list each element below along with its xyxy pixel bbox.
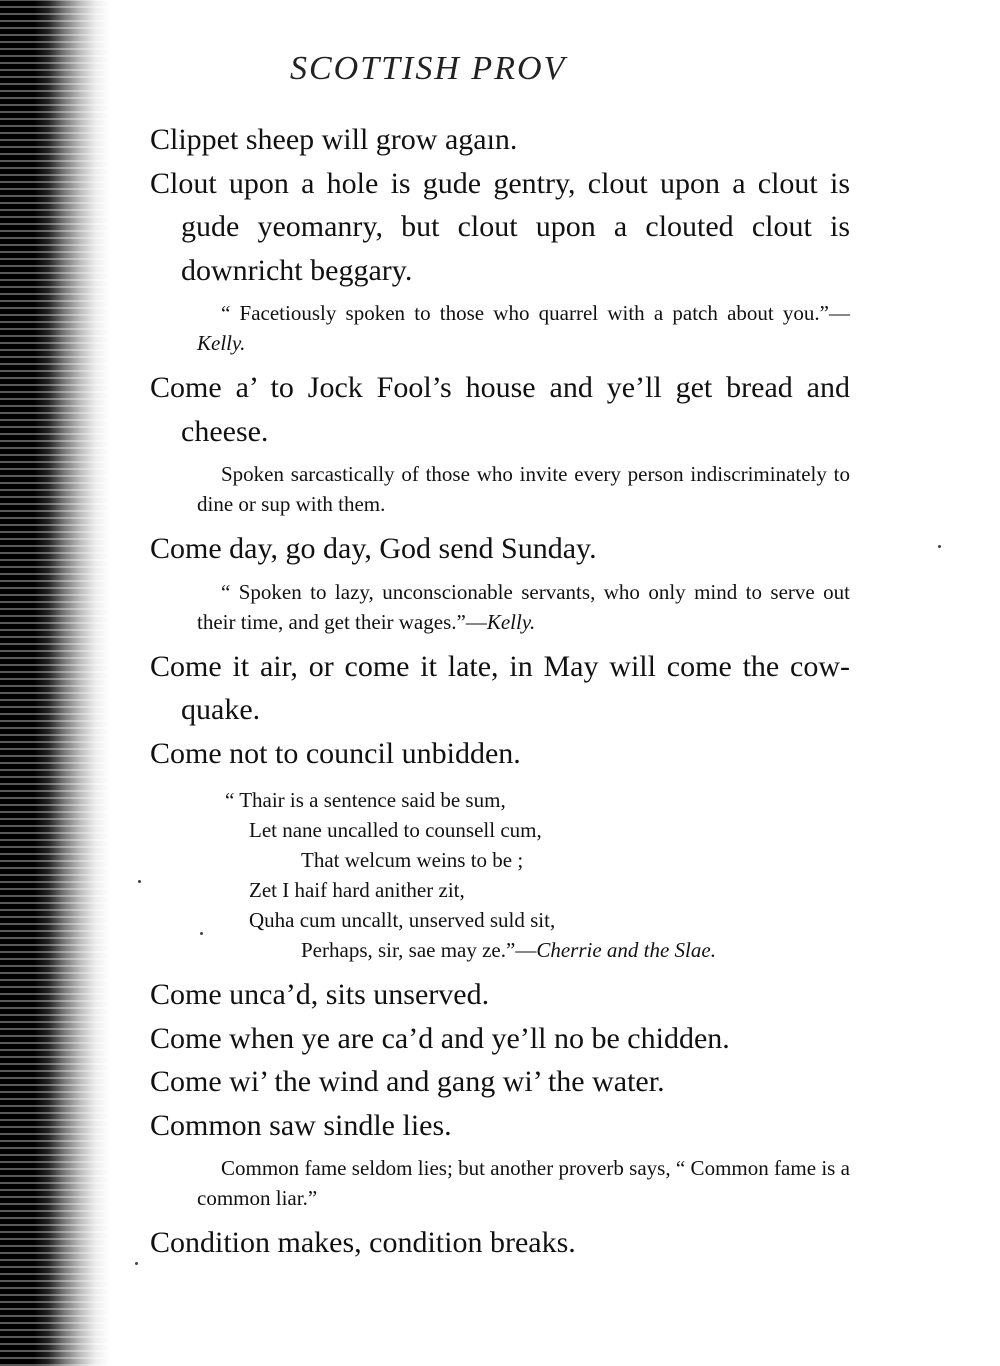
verse-line-last [225, 935, 850, 965]
scan-speck [200, 932, 203, 935]
proverb: Come when ye are ca’d and ye’ll no be chidden. [150, 1021, 730, 1055]
verse-line: Perhaps, sir, sae may ze.”— [301, 938, 537, 962]
proverb: Clippet sheep will grow agaın. [150, 123, 518, 156]
proverb-note: Spoken sarcastically of those who invite every person indiscriminately to dine or sup with them. [197, 462, 850, 516]
verse-quotation [225, 785, 850, 965]
proverb: Come a’ to Jock Fool’s house and ye’ll get bread and cheese. [150, 371, 850, 448]
note-source: Kelly. [486, 609, 536, 634]
verse-line: Quha cum uncallt, unserved suld sit, [249, 908, 556, 932]
proverb-note [197, 298, 850, 358]
proverb: Clout upon a hole is gude gentry, clout upon a clout is gude yeomanry, but clout upon a clouted clout is downricht beggary. [150, 166, 850, 287]
verse-line: Let nane uncalled to counsell cum, [249, 818, 542, 842]
scan-speck [938, 545, 941, 548]
note-text: “ Facetiously spoken to those who quarrel with a patch about you.”— [221, 301, 850, 325]
running-header-title: SCOTTISH PROV [290, 50, 567, 87]
proverb-note [197, 577, 850, 637]
proverb: Common saw sindle lies. [150, 1108, 452, 1142]
note-source: Kelly. [197, 331, 246, 355]
proverb-list [150, 118, 850, 1265]
proverb: Come unca’d, sits unserved. [150, 978, 490, 1011]
proverb-note: Common fame seldom lies; but another proverb says, “ Common fame is a common liar.” [197, 1156, 850, 1210]
proverb: Come it air, or come it late, in May will come the cow-quake. [150, 649, 850, 726]
verse-line: “ Thair is a sentence said be sum, [225, 788, 506, 812]
scan-speck [135, 1262, 138, 1265]
proverb: Come wi’ the wind and gang wi’ the water. [150, 1065, 665, 1098]
verse-line: That welcum weins to be ; [301, 848, 524, 872]
book-spine-shadow [0, 0, 110, 1366]
verse-source: Cherrie and the Slae. [536, 938, 716, 962]
note-text: “ Spoken to lazy, unconscionable servants, who only mind to serve out their time, and get their wages.”— [197, 579, 850, 634]
proverb: Condition makes, condition breaks. [150, 1226, 576, 1259]
scan-speck [138, 880, 141, 883]
verse-line: Zet I haif hard anither zit, [249, 878, 465, 902]
proverb: Come day, go day, God send Sunday. [150, 532, 597, 565]
proverb: Come not to council unbidden. [150, 736, 521, 770]
